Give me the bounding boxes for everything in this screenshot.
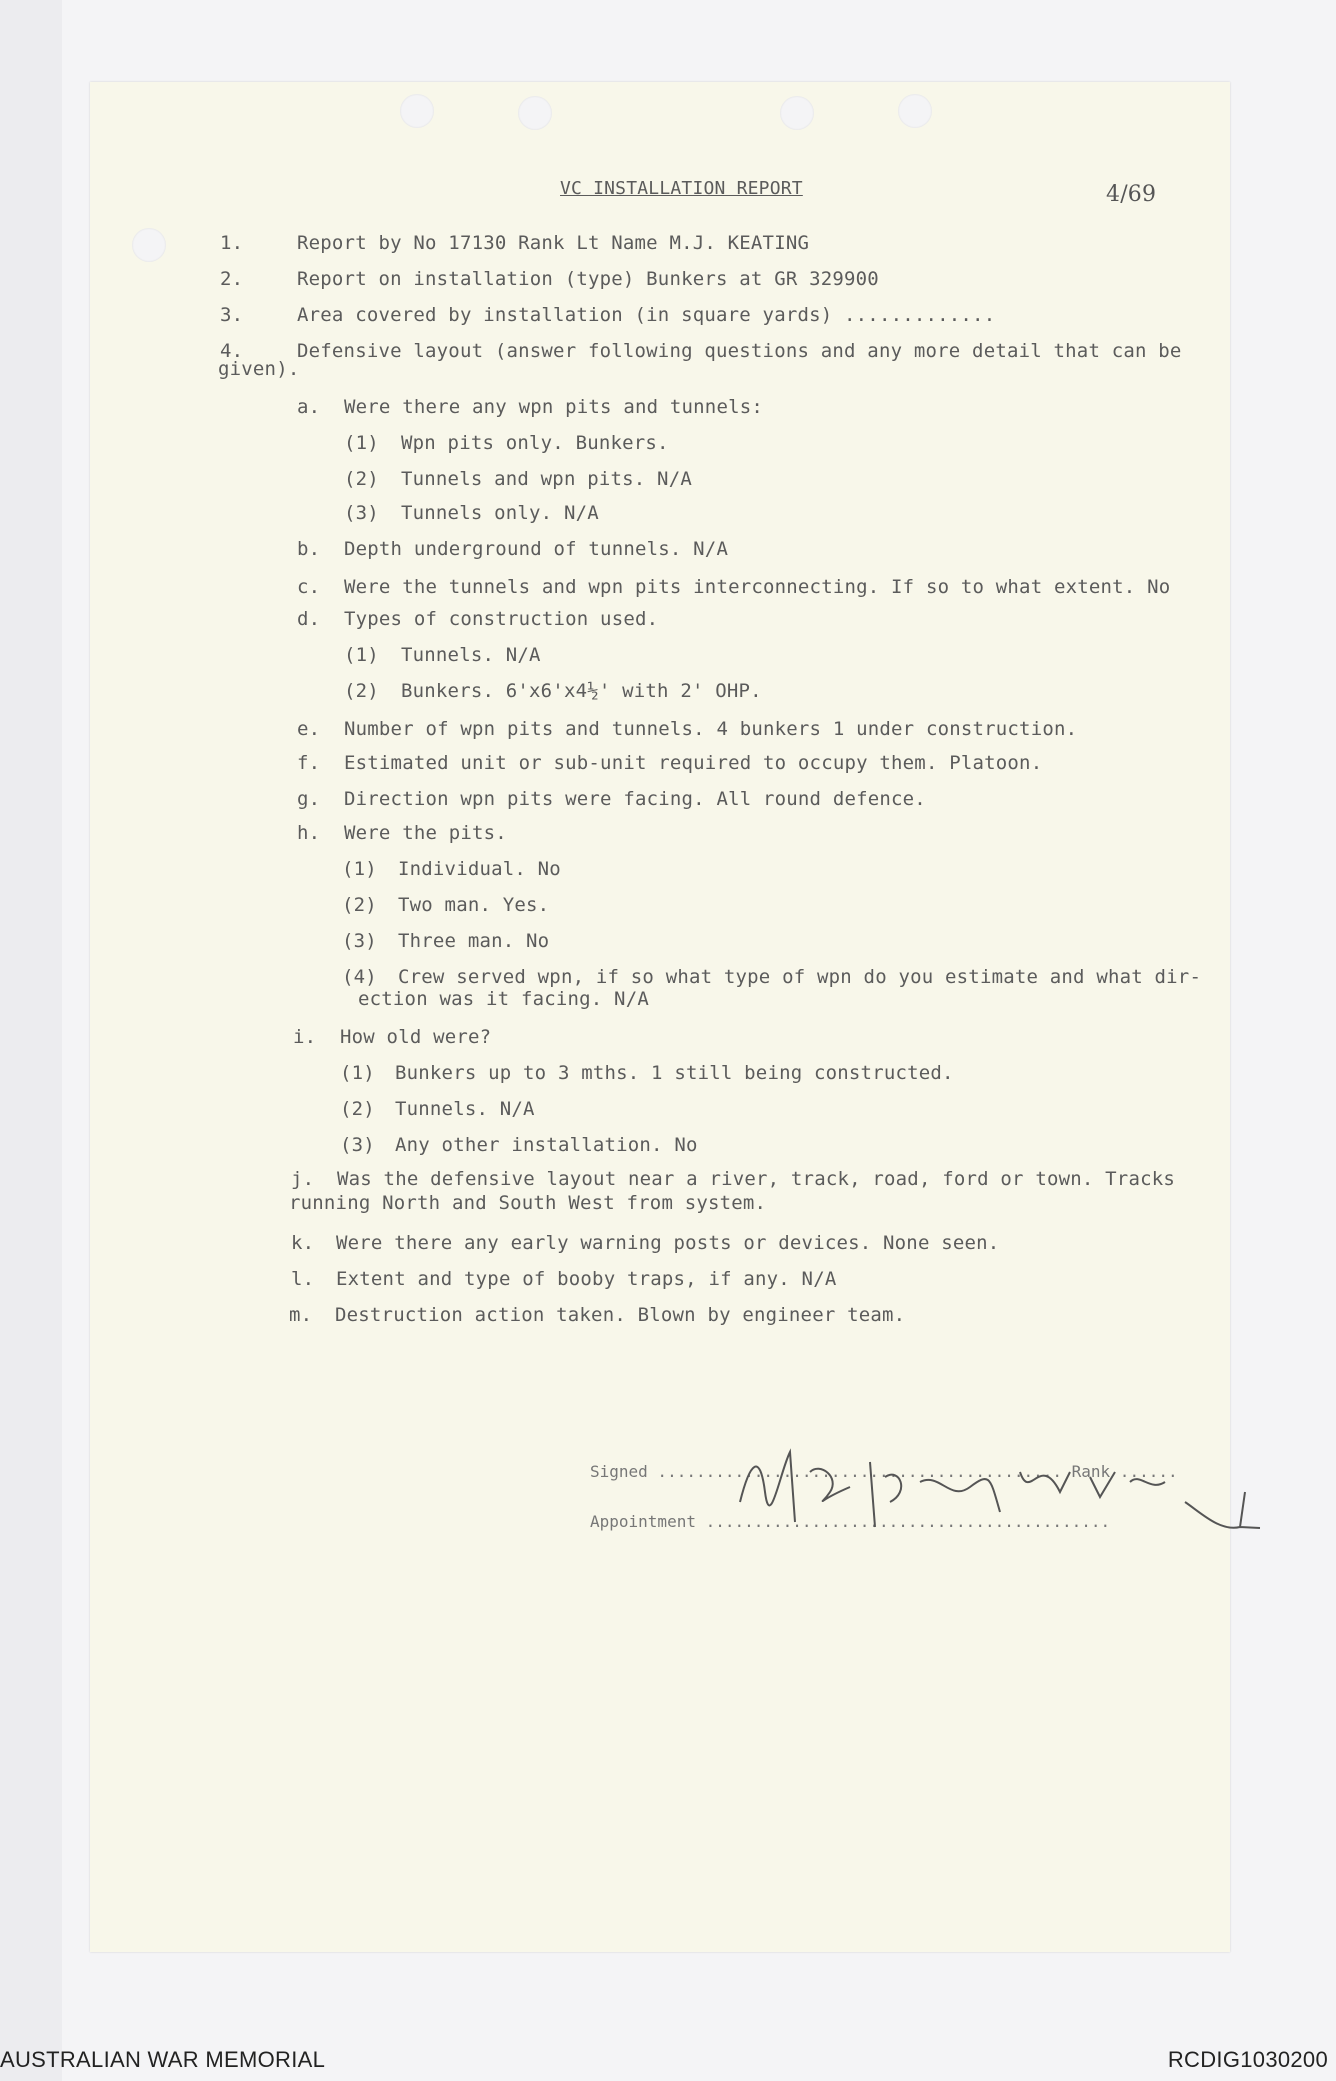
item-text: Defensive layout (answer following questions and any more detail that can be bbox=[297, 340, 1182, 362]
sub-item-text: Bunkers. 6'x6'x4½' with 2' OHP. bbox=[401, 680, 762, 702]
item-letter: d. bbox=[297, 608, 321, 630]
sub-item-text: Two man. Yes. bbox=[398, 894, 550, 916]
appointment-line: Appointment .......................................... bbox=[590, 1512, 1111, 1531]
item-text-continued: running North and South West from system. bbox=[289, 1192, 767, 1214]
handwritten-signature bbox=[720, 1432, 1280, 1552]
item-letter: m. bbox=[289, 1304, 313, 1326]
sub-item-text: Tunnels only. N/A bbox=[401, 502, 599, 524]
item-text: Was the defensive layout near a river, track, road, ford or town. Tracks bbox=[337, 1168, 1176, 1190]
item-number: 4. bbox=[220, 340, 244, 362]
item-text: Were the tunnels and wpn pits interconnecting. If so to what extent. No bbox=[344, 576, 1171, 598]
item-text: Were there any wpn pits and tunnels: bbox=[344, 396, 764, 418]
item-letter: l. bbox=[291, 1268, 315, 1290]
item-text: Destruction action taken. Blown by engineer team. bbox=[335, 1304, 906, 1326]
item-letter: i. bbox=[293, 1026, 317, 1048]
item-letter: j. bbox=[291, 1168, 315, 1190]
item-text: Types of construction used. bbox=[344, 608, 659, 630]
sub-item-number: (3) bbox=[342, 930, 377, 952]
sub-item-text: Tunnels and wpn pits. N/A bbox=[401, 468, 692, 490]
sub-item-text: Three man. No bbox=[398, 930, 550, 952]
archive-label: AUSTRALIAN WAR MEMORIAL bbox=[0, 2047, 326, 2072]
sub-item-number: (1) bbox=[344, 432, 379, 454]
punch-hole bbox=[780, 96, 814, 130]
item-number: 3. bbox=[220, 304, 244, 326]
sub-item-number: (1) bbox=[340, 1062, 375, 1084]
sub-item-text: Wpn pits only. Bunkers. bbox=[401, 432, 669, 454]
punch-hole bbox=[132, 228, 166, 262]
item-letter: a. bbox=[297, 396, 321, 418]
item-letter: f. bbox=[297, 752, 321, 774]
sub-item-text: Tunnels. N/A bbox=[395, 1098, 535, 1120]
item-text: Number of wpn pits and tunnels. 4 bunkers 1 under construction. bbox=[344, 718, 1078, 740]
sub-item-text-continued: ection was it facing. N/A bbox=[358, 988, 649, 1010]
sub-item-number: (1) bbox=[344, 644, 379, 666]
sub-item-text: Individual. No bbox=[398, 858, 561, 880]
sub-item-number: (2) bbox=[342, 894, 377, 916]
item-text: Report on installation (type) Bunkers at GR 329900 bbox=[297, 268, 879, 290]
item-text: Estimated unit or sub-unit required to occupy them. Platoon. bbox=[344, 752, 1043, 774]
item-letter: g. bbox=[297, 788, 321, 810]
item-text: Were the pits. bbox=[344, 822, 507, 844]
report-title: VC INSTALLATION REPORT bbox=[560, 178, 803, 199]
item-letter: b. bbox=[297, 538, 321, 560]
signed-line: Signed .......................................... Rank ...... bbox=[590, 1462, 1178, 1481]
document-id: RCDIG1030200 bbox=[1167, 2047, 1328, 2072]
item-text: Area covered by installation (in square yards) ............. bbox=[297, 304, 996, 326]
punch-hole bbox=[400, 94, 434, 128]
sub-item-number: (3) bbox=[344, 502, 379, 524]
item-text: Were there any early warning posts or devices. None seen. bbox=[336, 1232, 1000, 1254]
sub-item-text: Bunkers up to 3 mths. 1 still being constructed. bbox=[395, 1062, 954, 1084]
page-number: 4/69 bbox=[1106, 182, 1157, 207]
item-number: 1. bbox=[220, 232, 244, 254]
item-text: Direction wpn pits were facing. All round defence. bbox=[344, 788, 926, 810]
item-text-continued: given). bbox=[218, 358, 300, 380]
item-letter: h. bbox=[297, 822, 321, 844]
item-letter: e. bbox=[297, 718, 321, 740]
sub-item-number: (2) bbox=[344, 468, 379, 490]
item-number: 2. bbox=[220, 268, 244, 290]
item-text: Report by No 17130 Rank Lt Name M.J. KEATING bbox=[297, 232, 810, 254]
item-text: Extent and type of booby traps, if any. N/A bbox=[336, 1268, 837, 1290]
sub-item-text: Crew served wpn, if so what type of wpn do you estimate and what dir- bbox=[398, 966, 1202, 988]
sub-item-text: Any other installation. No bbox=[395, 1134, 698, 1156]
sub-item-number: (1) bbox=[342, 858, 377, 880]
punch-hole bbox=[898, 94, 932, 128]
item-text: Depth underground of tunnels. N/A bbox=[344, 538, 729, 560]
sub-item-number: (2) bbox=[340, 1098, 375, 1120]
binder-margin bbox=[0, 0, 62, 2081]
item-letter: k. bbox=[291, 1232, 315, 1254]
document-page bbox=[90, 82, 1230, 1952]
sub-item-number: (3) bbox=[340, 1134, 375, 1156]
sub-item-number: (2) bbox=[344, 680, 379, 702]
item-text: How old were? bbox=[340, 1026, 492, 1048]
punch-hole bbox=[518, 96, 552, 130]
sub-item-text: Tunnels. N/A bbox=[401, 644, 541, 666]
item-letter: c. bbox=[297, 576, 321, 598]
sub-item-number: (4) bbox=[342, 966, 377, 988]
